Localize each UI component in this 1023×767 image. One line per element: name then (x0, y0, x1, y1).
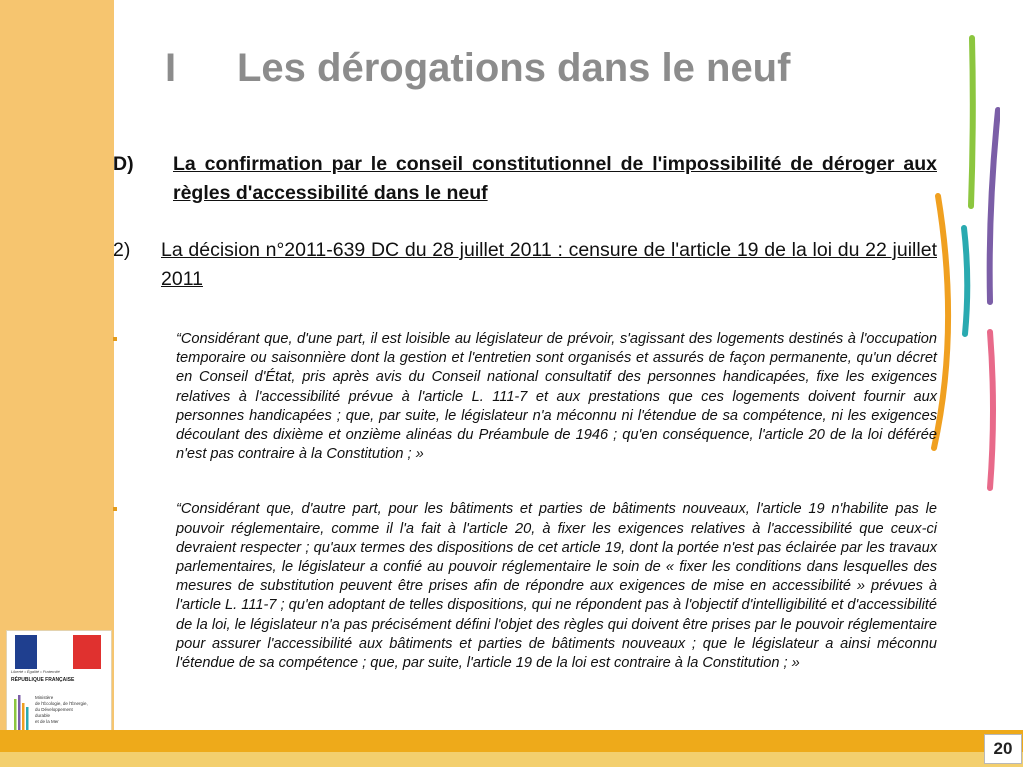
quote-paragraph (113, 500, 937, 673)
bullet-icon (113, 507, 117, 511)
section-label: D) (113, 153, 134, 175)
decorative-curves (930, 30, 1000, 500)
logo-devise: Liberté • Égalité • Fraternité (11, 669, 60, 674)
marianne-flag-icon (15, 635, 101, 669)
title-number: I (165, 46, 177, 90)
quote-text: “Considérant que, d'une part, il est loisible au législateur de prévoir, s'agissant des logements destinés à l'occupation temporaire ou saisonnière dont la gestion et l'entretien sont organisés et assurés de façon permanente, qu'un décret en Conseil d'État, pris après avis du Conseil national consultatif des personnes handicapées, fixe les exigences relatives à l'accessibilité prévue à l'article L. 111-7 et aux prestations que ces logements doivent fournir aux personnes handicapées ; que, par suite, le législateur n'a méconnu ni l'étendue de sa compétence, ni les exigences découlant des dixième et onzième alinéas du Préambule de 1946 ; qu'en conséquence, l'article 20 de la loi déférée n'est pas contraire à la Constitution ; » (176, 331, 937, 463)
logo-ministere: Ministère de l'Écologie, de l'Énergie, du Développement durable et de la Mer (35, 695, 88, 724)
slide-content (113, 150, 937, 673)
page-number: 20 (984, 734, 1022, 764)
quote-paragraph (113, 330, 937, 464)
bottom-bar (0, 730, 1023, 752)
section-heading (113, 150, 937, 208)
item-text: La décision n°2011-639 DC du 28 juillet 2011 : censure de l'article 19 de la loi du 22 juillet 2011 (161, 239, 937, 290)
quote-text: “Considérant que, d'autre part, pour les bâtiments et parties de bâtiments nouveaux, l'article 19 n'habilite pas le pouvoir réglementaire, comme il l'a fait à l'article 20, à fixer les exigences relatives à l'accessibilité que ceux-ci devraient respecter ; qu'aux termes des dispositions de cet article 19, dont la portée n'est pas éclairée par les travaux parlementaires, le législateur a confié au pouvoir réglementaire le soin de « fixer les conditions dans lesquelles des mesures de substitution peuvent être prises afin de répondre aux exigences de mise en accessibilité » prévues à l'article L. 111-7 ; qu'en adoptant de telles dispositions, qui ne répondent pas à l'objectif d'intelligibilité et d'accessibilité de la loi, le législateur n'a pas précisément défini l'objet des règles qui doivent être prises par le pouvoir réglementaire pour assurer l'accessibilité aux bâtiments et parties de bâtiments nouveaux ; que le législateur a ainsi méconnu l'étendue de sa compétence ; que, par suite, l'article 19 de la loi est contraire à la Constitution ; » (176, 501, 937, 672)
section-text: La confirmation par le conseil constitutionnel de l'impossibilité de déroger aux règles d'accessibilité dans le neuf (173, 153, 937, 204)
item-label: 2) (113, 239, 131, 261)
title-text: Les dérogations dans le neuf (237, 46, 791, 90)
logo-republique: RÉPUBLIQUE FRANÇAISE (11, 677, 75, 683)
numbered-item (113, 236, 937, 294)
bullet-icon (113, 337, 117, 341)
slide-title (165, 46, 790, 91)
bottom-bar-lower (0, 752, 1023, 767)
